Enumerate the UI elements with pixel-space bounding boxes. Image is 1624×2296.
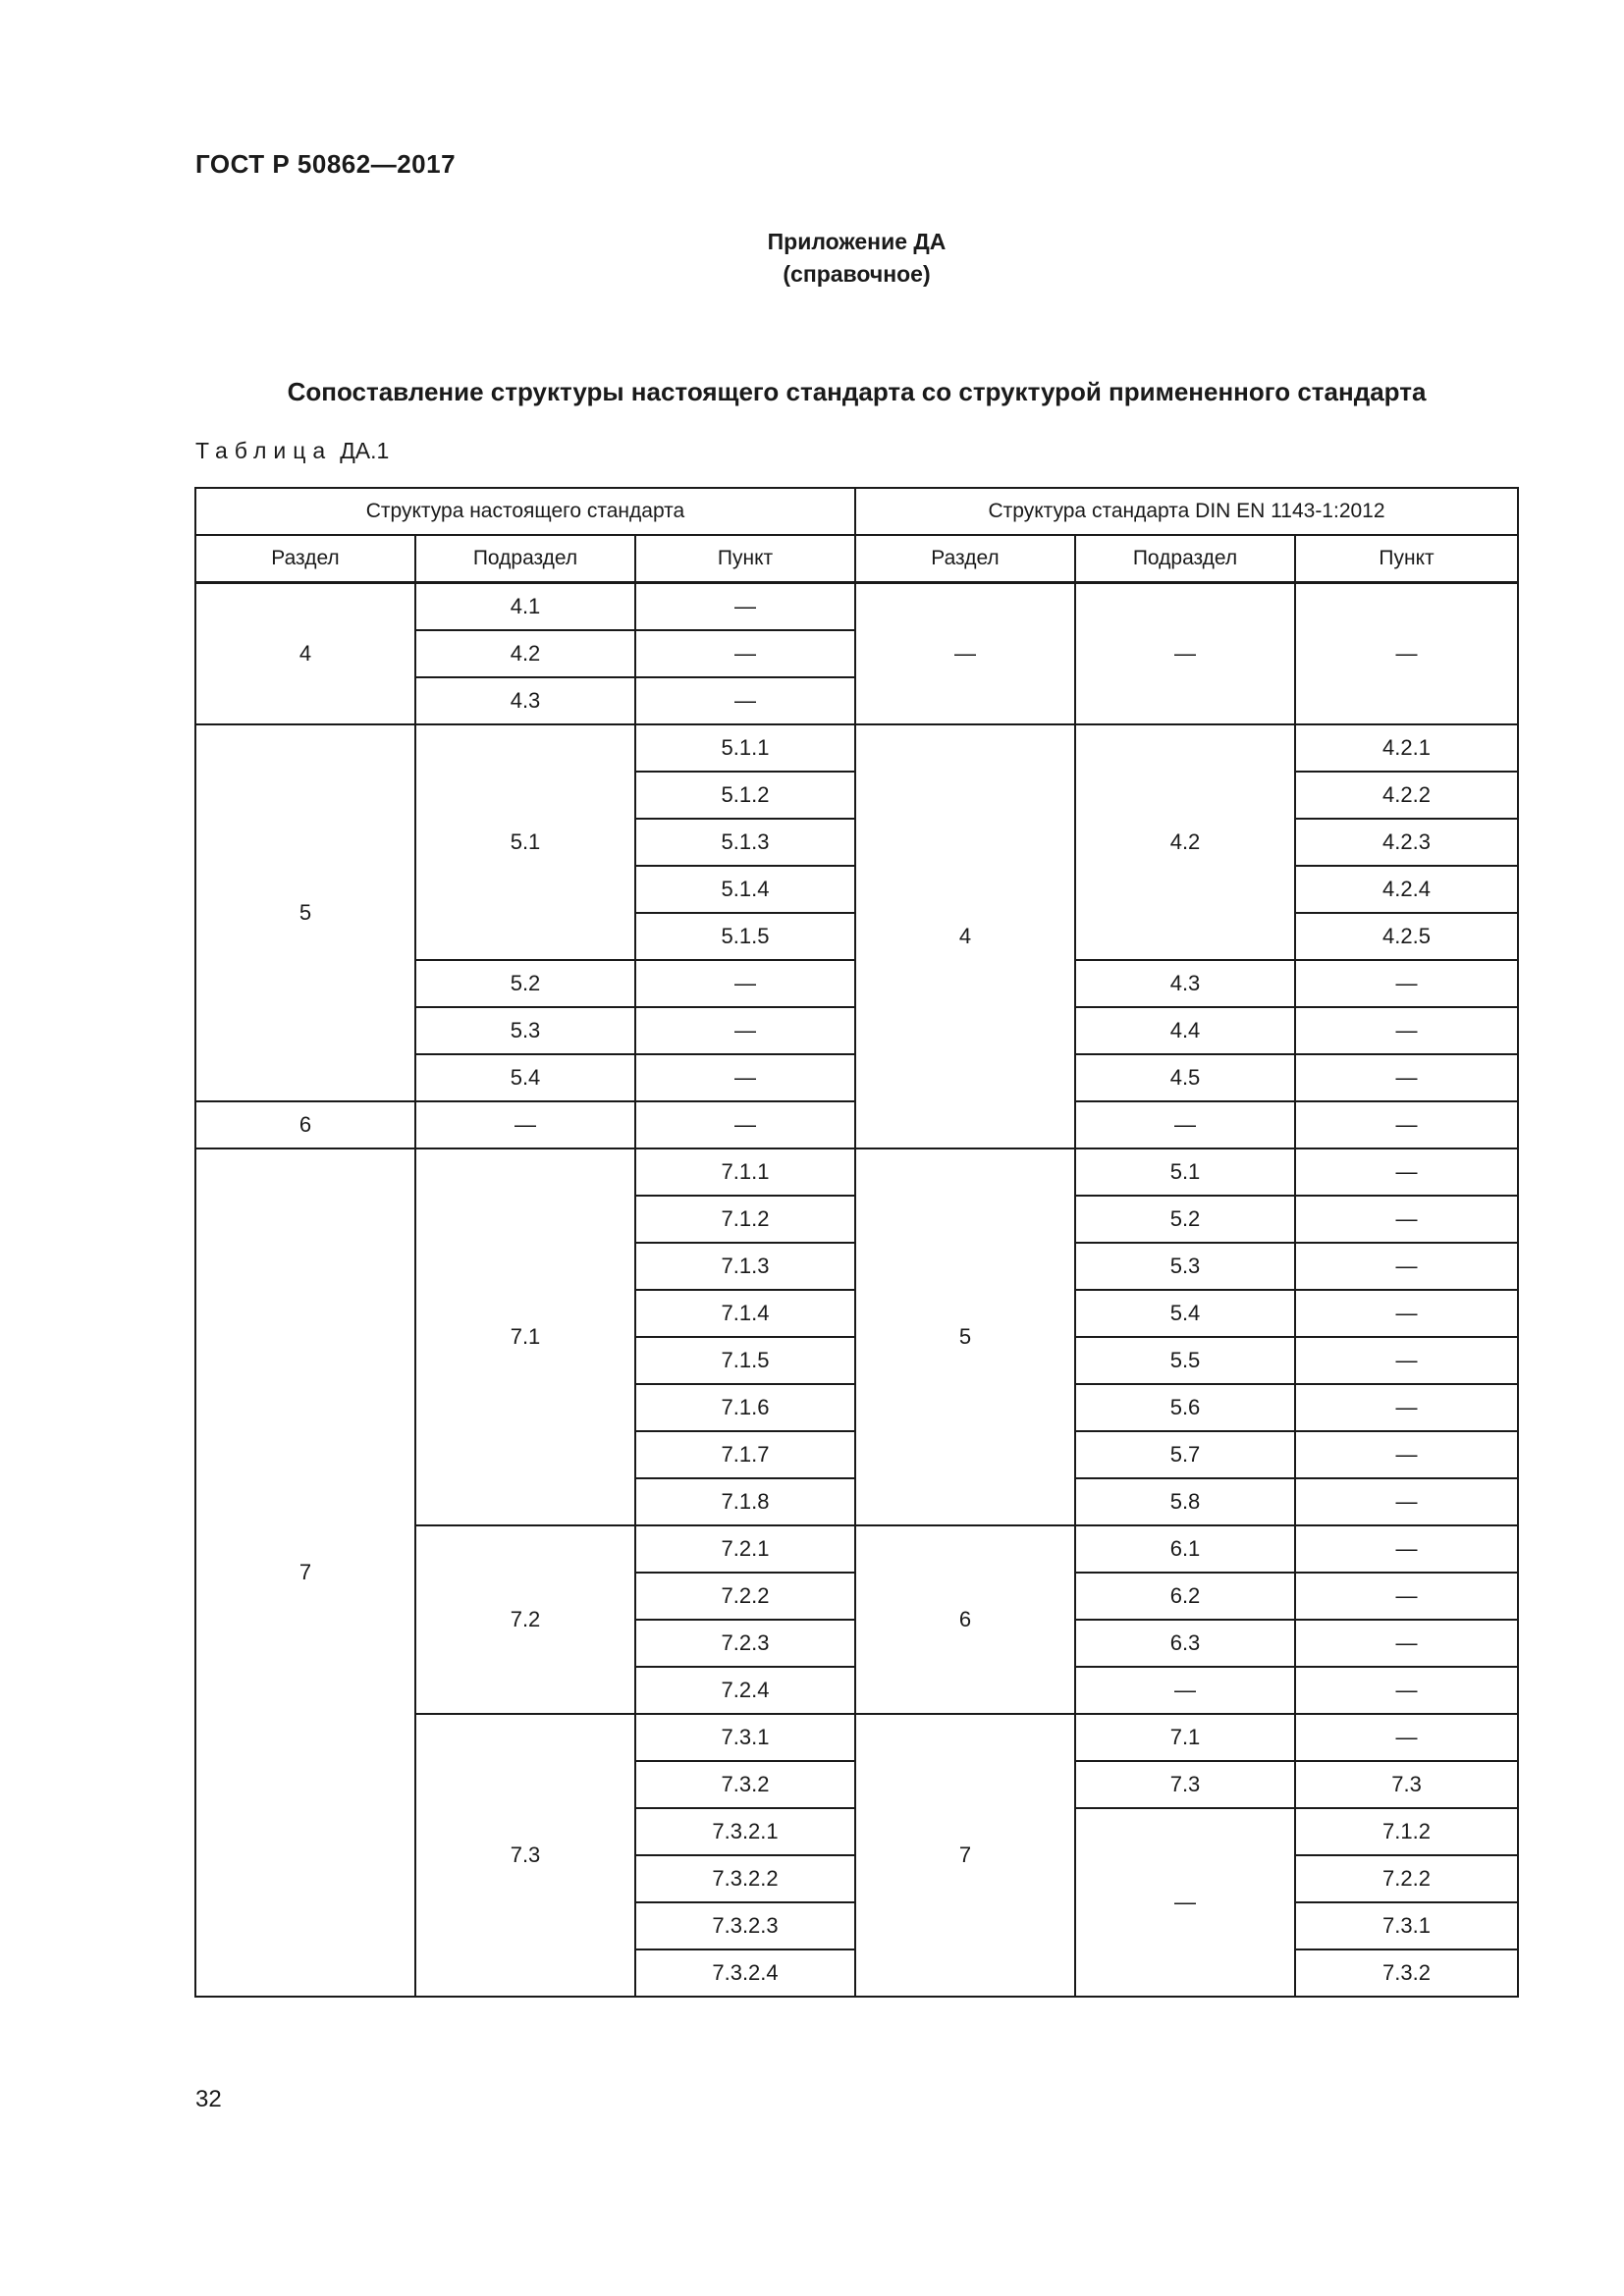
- table-cell: 6: [195, 1101, 415, 1148]
- column-header: Пункт: [635, 535, 855, 583]
- table-cell: 5.1.1: [635, 724, 855, 772]
- table-cell: 5.3: [1075, 1243, 1295, 1290]
- comparison-table-body: [195, 488, 1518, 1997]
- table-cell: —: [415, 1101, 635, 1148]
- table-cell: 7.3.1: [1295, 1902, 1518, 1949]
- group-header-row: [195, 488, 1518, 535]
- table-cell: 7.3.2.3: [635, 1902, 855, 1949]
- table-cell: 5.4: [1075, 1290, 1295, 1337]
- table-cell: 5.8: [1075, 1478, 1295, 1525]
- table-cell: 7.3.1: [635, 1714, 855, 1761]
- table-cell: —: [635, 630, 855, 677]
- table-cell: 4.3: [415, 677, 635, 724]
- table-cell: 7.2.1: [635, 1525, 855, 1573]
- table-cell: 7.3.2: [1295, 1949, 1518, 1997]
- table-label-word: Таблица: [195, 438, 333, 463]
- table-cell: —: [1295, 1384, 1518, 1431]
- table-cell: —: [1295, 1290, 1518, 1337]
- table-cell: 5.6: [1075, 1384, 1295, 1431]
- table-cell: 7.1.3: [635, 1243, 855, 1290]
- table-cell: —: [1295, 1573, 1518, 1620]
- table-cell: 5.1.5: [635, 913, 855, 960]
- table-cell: 7.1.7: [635, 1431, 855, 1478]
- section-title: Сопоставление структуры настоящего стандарта со структурой примененного стандарта: [287, 377, 1427, 406]
- table-row: [195, 583, 1518, 631]
- table-cell: 7.1.2: [635, 1196, 855, 1243]
- table-cell: 7.3: [415, 1714, 635, 1997]
- table-cell: 4.2.3: [1295, 819, 1518, 866]
- table-cell: 7.1: [415, 1148, 635, 1525]
- table-cell: —: [1075, 1808, 1295, 1997]
- table-cell: —: [1295, 1007, 1518, 1054]
- table-cell: 6.3: [1075, 1620, 1295, 1667]
- table-cell: 7.1.8: [635, 1478, 855, 1525]
- table-cell: 7.1.4: [635, 1290, 855, 1337]
- table-cell: —: [635, 960, 855, 1007]
- table-cell: 7.2.2: [635, 1573, 855, 1620]
- table-row: [195, 1148, 1518, 1196]
- table-cell: —: [1295, 1714, 1518, 1761]
- table-cell: 7.3.2.1: [635, 1808, 855, 1855]
- table-cell: —: [1295, 1525, 1518, 1573]
- table-cell: 7.1.1: [635, 1148, 855, 1196]
- table-cell: —: [1295, 1431, 1518, 1478]
- table-cell: 4.2: [415, 630, 635, 677]
- table-cell: —: [1295, 1243, 1518, 1290]
- table-cell: —: [1075, 1667, 1295, 1714]
- table-cell: —: [1075, 1101, 1295, 1148]
- appendix-kind: (справочное): [783, 261, 931, 287]
- table-cell: 7: [195, 1148, 415, 1997]
- table-cell: 5.4: [415, 1054, 635, 1101]
- table-cell: —: [1295, 1667, 1518, 1714]
- table-cell: 6: [855, 1525, 1075, 1714]
- page-number: 32: [195, 2086, 222, 2112]
- table-cell: 5.1.2: [635, 772, 855, 819]
- appendix-title: Приложение ДА: [767, 229, 947, 254]
- table-cell: 7.1: [1075, 1714, 1295, 1761]
- column-header: Раздел: [195, 535, 415, 583]
- table-cell: 7.2: [415, 1525, 635, 1714]
- table-cell: 7.3: [1295, 1761, 1518, 1808]
- table-cell: 5.7: [1075, 1431, 1295, 1478]
- table-cell: —: [635, 1101, 855, 1148]
- table-cell: 7.1.5: [635, 1337, 855, 1384]
- table-cell: 4.4: [1075, 1007, 1295, 1054]
- table-cell: —: [1295, 583, 1518, 725]
- column-header: Раздел: [855, 535, 1075, 583]
- table-row: [195, 724, 1518, 772]
- table-cell: 6.1: [1075, 1525, 1295, 1573]
- column-header-row: [195, 535, 1518, 583]
- table-cell: 4: [195, 583, 415, 725]
- table-cell: —: [1295, 1054, 1518, 1101]
- table-cell: 5.1: [1075, 1148, 1295, 1196]
- column-header: Подраздел: [1075, 535, 1295, 583]
- table-cell: 4.2.5: [1295, 913, 1518, 960]
- table-cell: 5.2: [415, 960, 635, 1007]
- table-cell: —: [1295, 1101, 1518, 1148]
- table-cell: —: [635, 1007, 855, 1054]
- table-cell: —: [635, 1054, 855, 1101]
- table-cell: —: [855, 583, 1075, 725]
- table-cell: —: [1075, 583, 1295, 725]
- table-cell: 4.2.4: [1295, 866, 1518, 913]
- table-cell: 4.2.2: [1295, 772, 1518, 819]
- table-cell: 7.1.6: [635, 1384, 855, 1431]
- table-cell: 4.5: [1075, 1054, 1295, 1101]
- table-cell: 7.3.2: [635, 1761, 855, 1808]
- column-header: Подраздел: [415, 535, 635, 583]
- table-cell: 5.1.4: [635, 866, 855, 913]
- table-label: [195, 438, 389, 464]
- table-cell: 4.3: [1075, 960, 1295, 1007]
- table-cell: 7.3.2.2: [635, 1855, 855, 1902]
- table-cell: 7.2.2: [1295, 1855, 1518, 1902]
- document-code: ГОСТ Р 50862—2017: [195, 149, 457, 179]
- comparison-table: [194, 487, 1519, 1998]
- table-cell: —: [1295, 960, 1518, 1007]
- table-cell: 5.3: [415, 1007, 635, 1054]
- table-cell: —: [1295, 1148, 1518, 1196]
- table-cell: 4: [855, 724, 1075, 1148]
- table-cell: 7.1.2: [1295, 1808, 1518, 1855]
- table-cell: 5.1: [415, 724, 635, 960]
- table-cell: 7.2.4: [635, 1667, 855, 1714]
- table-cell: —: [1295, 1196, 1518, 1243]
- table-cell: —: [1295, 1478, 1518, 1525]
- table-cell: 5.5: [1075, 1337, 1295, 1384]
- table-cell: 4.2: [1075, 724, 1295, 960]
- table-cell: 7.2.3: [635, 1620, 855, 1667]
- table-cell: 5.1.3: [635, 819, 855, 866]
- table-cell: 7.3.2.4: [635, 1949, 855, 1997]
- column-header: Пункт: [1295, 535, 1518, 583]
- table-cell: 4.1: [415, 583, 635, 631]
- table-cell: 5.2: [1075, 1196, 1295, 1243]
- group-header-applied: Структура стандарта DIN EN 1143-1:2012: [855, 488, 1518, 535]
- table-label-id: ДА.1: [340, 438, 390, 463]
- table-cell: —: [1295, 1337, 1518, 1384]
- table-cell: —: [635, 677, 855, 724]
- group-header-current: Структура настоящего стандарта: [195, 488, 855, 535]
- table-cell: 7: [855, 1714, 1075, 1997]
- table-cell: 5: [855, 1148, 1075, 1525]
- table-cell: 6.2: [1075, 1573, 1295, 1620]
- appendix-heading: [0, 226, 1624, 291]
- table-cell: 7.3: [1075, 1761, 1295, 1808]
- table-cell: 4.2.1: [1295, 724, 1518, 772]
- table-cell: —: [635, 583, 855, 631]
- table-cell: —: [1295, 1620, 1518, 1667]
- table-cell: 5: [195, 724, 415, 1101]
